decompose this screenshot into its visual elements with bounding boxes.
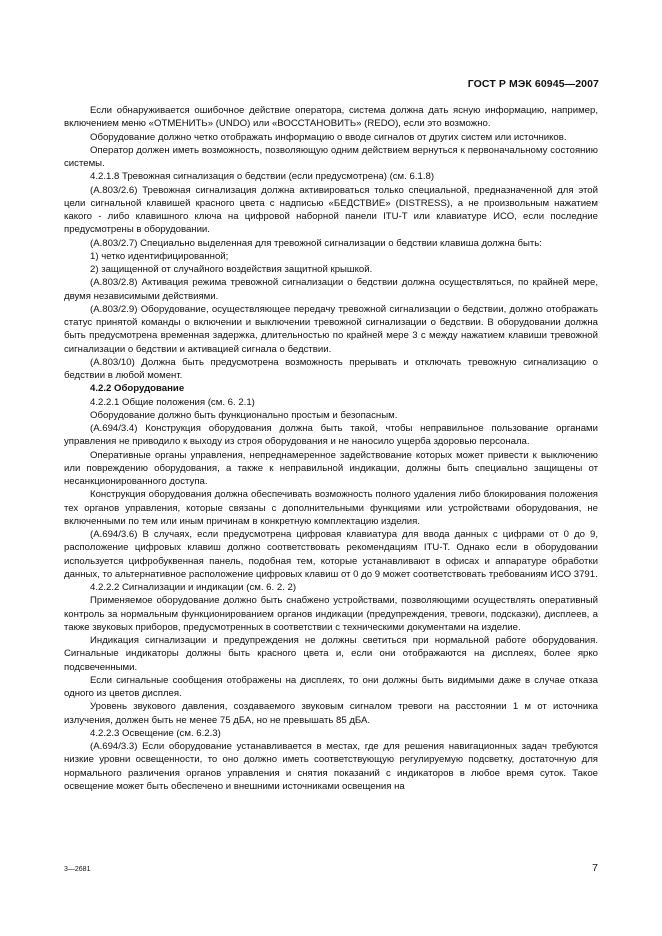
paragraph: (A.694/3.6) В случаях, если предусмотрена цифровая клавиатура для ввода данных с цифрами от 0 до 9, расположение цифровых клавиш должно соответствовать рекомендациям ITU-T. Однако если в оборудовании используется цифробуквенная панель, подобная тем, которые устанавливают в офисах и аппаратуре обработки данных, то альтернативное расположение цифровых клавиш от 0 до 9 может соответствовать требованиям ИСО 3791. [64,529,598,580]
paragraph: Оператор должен иметь возможность, позволяющую одним действием вернуться к первоначальному состоянию системы. [64,144,598,169]
paragraph: 2) защищенной от случайного воздействия защитной крышкой. [90,264,373,275]
paragraph: Если обнаруживается ошибочное действие оператора, система должна дать ясную информацию, например, включением меню «ОТМЕНИТЬ» (UNDO) или «ВОССТАНОВИТЬ» (REDO), если это возможно. [64,105,598,130]
paragraph: (A.803/2.6) Тревожная сигнализация должна активироваться только специальной, предназначенной для этой цели сигнальной клавишей красного цвета с надписью «БЕДСТВИЕ» (DISTRESS), а не произвольным нажатием какого - либо клавишного ключа на цифровой наборной панели ITU-T или клавиатуре ИСО, если последние предусмотрены в оборудовании. [64,184,598,236]
paragraph: (A.803/10) Должна быть предусмотрена возможность прерывать и отключать тревожную сигнализацию о бедствии в любой момент. [64,356,598,381]
paragraph: Оборудование должно быть функционально простым и безопасным. [90,409,398,421]
section-heading: 4.2.2 Оборудование [90,383,185,395]
paragraph: (A.694/3.4) Конструкция оборудования должна быть такой, чтобы неправильное пользование органами управления не приводило к выходу из строя оборудования и не наносило ущерба здоровью персонала. [64,423,598,448]
paragraph: Конструкция оборудования должна обеспечивать возможность полного удаления либо блокирования положения тех органов управления, которые связаны с дополнительными функциями или устройствами оборудования, не включенными по тем или иным причинам в конкретную комплектацию изделия. [64,489,598,527]
paragraph: (A.803/2.9) Оборудование, осуществляющее передачу тревожной сигнализации о бедствии, должно отображать статус принятой команды о включении и выключении тревожной сигнализации о бедствии. В оборудовании должна быть предусмотрена временная задержка, длительностью по крайней мере 3 с между нажатием клавиши тревожной сигнализации о бедствии и активацией сигнала о бедствии. [64,303,598,355]
page-number: 7 [592,862,598,874]
print-code: 3—2681 [64,866,91,873]
paragraph: 4.2.2.3 Освещение (см. 6.2.3) [90,727,221,739]
paragraph: Индикация сигнализации и предупреждения не должны светиться при нормальной работе оборудования. Сигнальные индикаторы должны быть красного цвета и, если они отображаются на дисплеях, более ярко подсвеченными. [64,635,598,673]
paragraph: 4.2.2.1 Общие положения (см. 6. 2.1) [90,396,255,408]
paragraph: Оборудование должно четко отображать информацию о вводе сигналов от других систем или источников. [90,131,567,143]
document-body [64,104,598,793]
paragraph: 1) четко идентифицированной; [90,250,229,262]
paragraph: (A.803/2.8) Активация режима тревожной сигнализации о бедствии должна осуществляться, по крайней мере, двумя независимыми действиями. [64,277,598,302]
paragraph: Если сигнальные сообщения отображены на дисплеях, то они должны быть видимыми даже в случае отказа одного из цветов дисплея. [64,674,598,699]
paragraph: 4.2.1.8 Тревожная сигнализация о бедствии (если предусмотрена) (см. 6.1.8) [90,171,435,183]
document-header: ГОСТ Р МЭК 60945—2007 [467,78,599,90]
paragraph: (A.694/3.3) Если оборудование устанавливается в местах, где для решения навигационных задач требуются низкие уровни освещенности, то оно должно иметь соответствующую регулируемую подсветку, достаточную для нормального различения органов управления и снятия показаний с индикаторов в любое время суток. Такое освещение может быть обеспечено и внешними источниками освещения на [64,741,598,792]
paragraph: Оперативные органы управления, непреднамеренное задействование которых может привести к выключению или повреждению оборудования, а также к неправильной индикации, должны быть специально защищены от несанкционированного доступа. [64,449,598,487]
paragraph: Применяемое оборудование должно быть снабжено устройствами, позволяющими осуществлять оперативный контроль за нормальным функционированием органов индикации (предупреждения, тревоги, подсказки), дисплеев, а также звуковых приборов, предусмотренных в соответствии с техническими документами на изделие. [64,595,598,633]
paragraph: (A.803/2.7) Специально выделенная для тревожной сигнализации о бедствии клавиша должна быть: [90,237,542,249]
paragraph: Уровень звукового давления, создаваемого звуковым сигналом тревоги на расстоянии 1 м от источника излучения, должен быть не менее 75 дБА, но не превышать 85 дБА. [64,701,598,726]
paragraph: 4.2.2.2 Сигнализации и индикации (см. 6. 2. 2) [90,582,297,593]
